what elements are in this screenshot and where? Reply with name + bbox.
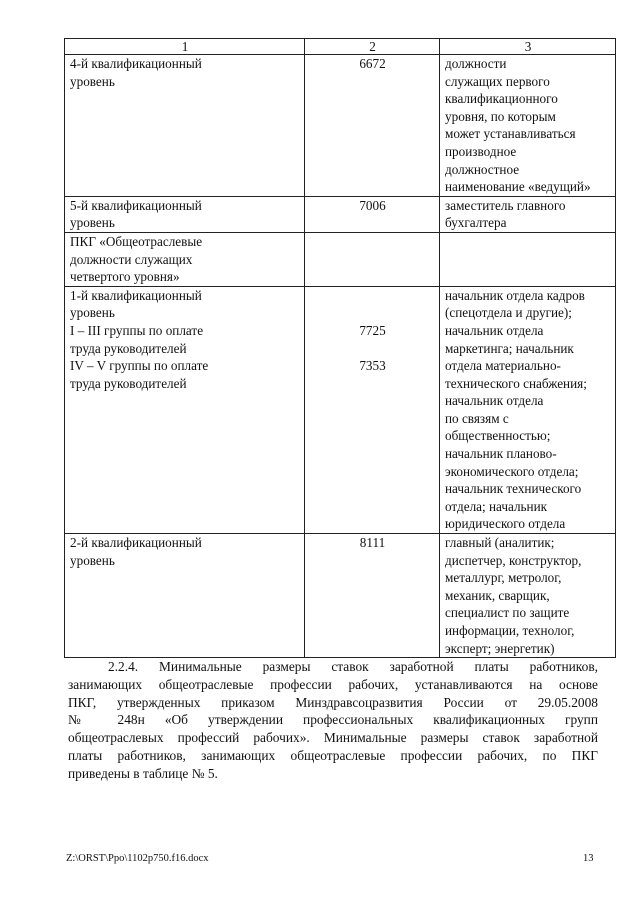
cell-line: начальник отдела кадров <box>445 287 585 303</box>
cell-line: начальник отдела <box>445 393 544 409</box>
cell-line: должности служащих <box>70 251 193 267</box>
cell-line: ПКГ «Общеотраслевые <box>70 233 203 249</box>
cell-line: четвертого уровня» <box>70 269 180 285</box>
positions-cell <box>440 534 616 658</box>
footer-page-number: 13 <box>583 853 594 864</box>
table-row <box>65 196 616 232</box>
paragraph-line: общеотраслевых профессий рабочих». Минимальные размеры ставок заработной <box>68 730 598 746</box>
salary-cell <box>305 232 440 286</box>
positions-cell <box>440 232 616 286</box>
cell-line: маркетинга; начальник <box>445 340 574 356</box>
cell-line: служащих первого <box>445 73 550 89</box>
salary-cell <box>305 286 440 533</box>
cell-line: (спецотдела и другие); <box>445 305 572 321</box>
table-row <box>65 232 616 286</box>
cell-line: уровень <box>70 552 115 568</box>
cell-line: 1-й квалификационный <box>70 287 202 303</box>
cell-spacer <box>310 340 435 358</box>
salary-value: 6672 <box>359 56 386 71</box>
salary-value: 8111 <box>359 535 386 551</box>
cell-line: труда руководителей <box>70 375 187 391</box>
cell-line: должности <box>445 56 507 71</box>
salary-cell <box>305 534 440 658</box>
cell-line: механик, сварщик, <box>445 587 550 603</box>
cell-line: диспетчер, конструктор, <box>445 552 582 568</box>
cell-line: уровень <box>70 305 115 321</box>
cell-line: начальник планово- <box>445 446 557 462</box>
header-cell-3: 3 <box>440 39 616 55</box>
cell-line: может устанавливаться <box>445 126 576 142</box>
header-cell-2: 2 <box>305 39 440 55</box>
cell-line: уровень <box>70 215 115 231</box>
cell-line: общественностью; <box>445 428 551 444</box>
cell-line: квалификационного <box>445 91 558 107</box>
cell-line: специалист по защите <box>445 605 570 621</box>
cell-line: бухгалтера <box>445 215 507 231</box>
level-name-cell <box>65 286 305 533</box>
table-header-row <box>65 39 616 55</box>
cell-line: эксперт; энергетик) <box>445 640 555 656</box>
qualification-table <box>64 38 616 658</box>
level-name-cell <box>65 196 305 232</box>
cell-line: юридического отдела <box>445 516 566 532</box>
cell-line: главный (аналитик; <box>445 535 555 551</box>
paragraph-line: платы работников, занимающих общеотраслевые профессии рабочих, по ПКГ <box>68 747 598 763</box>
positions-cell <box>440 286 616 533</box>
cell-line: начальник отдела <box>445 322 544 338</box>
table-row <box>65 55 616 197</box>
cell-line: информации, технолог, <box>445 623 575 638</box>
cell-line: IV – V группы по оплате <box>70 358 209 374</box>
table-row <box>65 286 616 533</box>
cell-line: I – III группы по оплате <box>70 322 204 338</box>
salary-value: 7006 <box>359 197 386 213</box>
cell-line: начальник технического <box>445 481 582 497</box>
salary-cell <box>305 196 440 232</box>
cell-line: должностное <box>445 161 520 177</box>
footer-file-path: Z:\ORST\Ppo\1102p750.f16.docx <box>66 853 209 864</box>
cell-line: технического снабжения; <box>445 375 587 391</box>
paragraph-line: ПКГ, утвержденных приказом Минздравсоцразвития России от 29.05.2008 <box>68 694 598 710</box>
cell-spacer <box>310 287 435 305</box>
table-row <box>65 534 616 658</box>
cell-line: 2-й квалификационный <box>70 535 202 551</box>
cell-line: отдела материально- <box>445 358 561 374</box>
cell-line: наименование «ведущий» <box>445 179 591 195</box>
header-cell-1: 1 <box>65 39 305 55</box>
cell-line: уровень <box>70 73 115 89</box>
positions-cell <box>440 196 616 232</box>
cell-line: труда руководителей <box>70 340 187 356</box>
group-name-cell <box>65 232 305 286</box>
salary-cell <box>305 55 440 197</box>
positions-cell <box>440 55 616 197</box>
paragraph-line: приведены в таблице № 5. <box>68 765 218 781</box>
cell-line: 4-й квалификационный <box>70 56 202 71</box>
paragraph-line: 2.2.4. Минимальные размеры ставок заработной платы работников, <box>108 659 598 674</box>
cell-line: отдела; начальник <box>445 498 548 514</box>
cell-line: металлург, метролог, <box>445 570 562 586</box>
cell-line: уровня, по которым <box>445 108 556 124</box>
paragraph-line: № 248н «Об утверждении профессиональных квалификационных групп <box>68 712 598 728</box>
level-name-cell <box>65 534 305 658</box>
cell-line: 5-й квалификационный <box>70 197 202 213</box>
salary-value: 7353 <box>359 358 386 374</box>
cell-line: заместитель главного <box>445 197 566 213</box>
cell-spacer <box>310 304 435 322</box>
level-name-cell <box>65 55 305 197</box>
body-paragraph <box>68 658 598 783</box>
cell-line: производное <box>445 143 517 159</box>
cell-line: по связям с <box>445 410 509 426</box>
paragraph-line: занимающих общеотраслевые профессии рабочих, устанавливаются на основе <box>68 676 598 692</box>
salary-value: 7725 <box>359 322 386 338</box>
cell-line: экономического отдела; <box>445 463 579 479</box>
